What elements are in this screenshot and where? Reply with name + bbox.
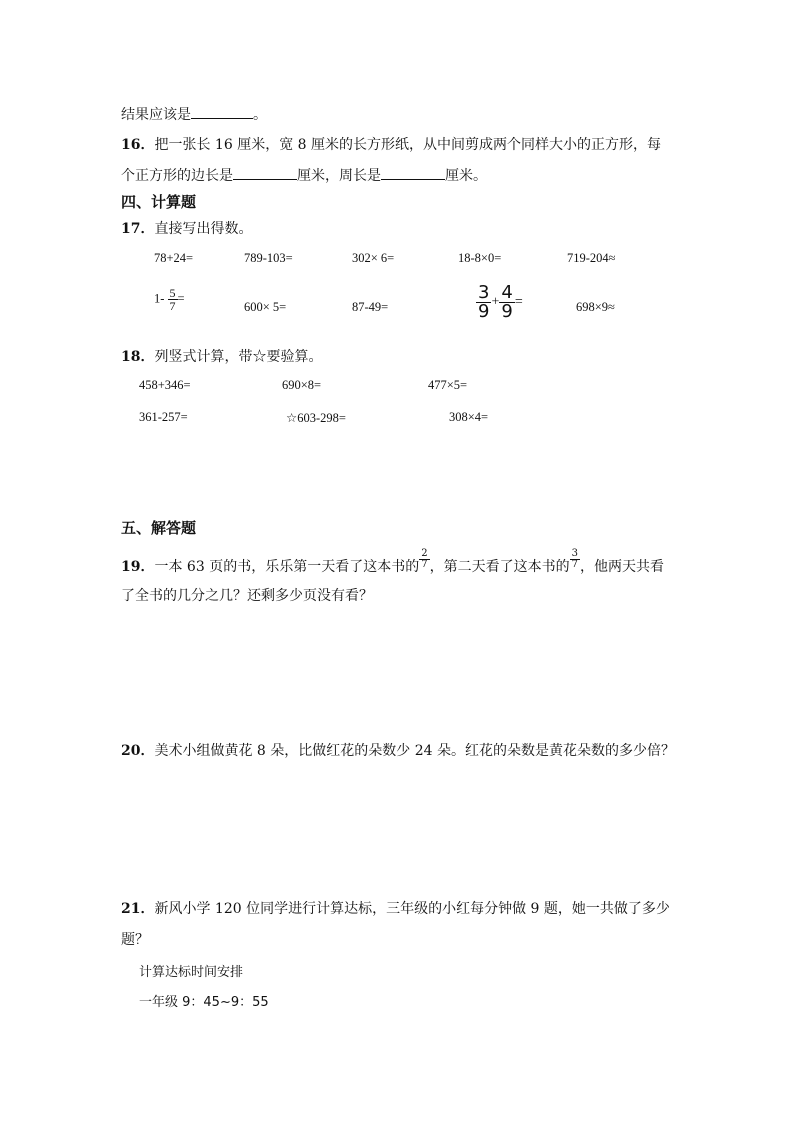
question-16-number: 16． — [121, 137, 155, 153]
perimeter-blank[interactable] — [381, 165, 445, 180]
section-5-heading: 五、解答题 — [121, 519, 197, 537]
answer-line — [121, 104, 267, 124]
fraction-denominator: 7 — [571, 559, 578, 570]
answer-suffix: 。 — [253, 107, 267, 123]
question-16-text: 把一张长 16 厘米，宽 8 厘米的长方形纸，从中间剪成两个同样大小的正方形，每 — [154, 137, 662, 153]
answer-blank[interactable] — [191, 104, 253, 119]
fraction-numerator: 3 — [571, 548, 578, 559]
question-17 — [121, 218, 252, 238]
question-18-text: 列竖式计算，带☆要验算。 — [154, 349, 323, 365]
question-21-line2: 题？ — [121, 932, 149, 948]
schedule-title: 计算达标时间安排 — [139, 965, 244, 980]
calc-17-6-suffix: = — [177, 291, 185, 306]
fraction-numerator: 4 — [501, 282, 513, 303]
fraction-denominator: 9 — [478, 301, 490, 322]
question-19-text-a: 一本 63 页的书，乐乐第一天看了这本书的 — [154, 559, 420, 575]
answer-prefix: 结果应该是 — [121, 107, 191, 123]
calc-17-9 — [476, 284, 523, 321]
fraction-denominator: 9 — [501, 301, 513, 322]
fraction-numerator: 3 — [478, 282, 490, 303]
calc-17-5: 719-204≈ — [567, 251, 616, 265]
calc-17-10: 698×9≈ — [576, 300, 615, 314]
fraction-3-7 — [570, 549, 580, 570]
question-16-line2 — [121, 165, 487, 185]
question-19-line2: 了全书的几分之几？还剩多少页没有看？ — [121, 588, 373, 604]
calc-17-1: 78+24= — [154, 251, 194, 265]
side-length-blank[interactable] — [233, 165, 297, 180]
section-4-heading: 四、计算题 — [121, 193, 197, 211]
question-21-line1 — [121, 898, 670, 918]
calc-17-6 — [154, 287, 185, 312]
question-19-line1 — [121, 549, 664, 576]
q16-mid-label: 厘米，周长是 — [297, 168, 381, 184]
calc-17-2: 789-103= — [244, 251, 293, 265]
calc-17-6-prefix: 1- — [154, 291, 165, 306]
question-20-text: 美术小组做黄花 8 朵，比做红花的朵数少 24 朵。红花的朵数是黄花朵数的多少倍？ — [154, 743, 676, 759]
fraction-numerator: 5 — [169, 286, 176, 300]
question-19-text-c: ，他两天共看 — [579, 559, 664, 575]
fraction-denominator: 7 — [421, 559, 428, 570]
calc-18-5: ☆603-298= — [286, 411, 346, 425]
question-18-number: 18． — [121, 349, 155, 365]
equals-sign: = — [514, 294, 523, 310]
calc-17-8: 87-49= — [352, 300, 389, 314]
calc-17-7: 600× 5= — [244, 300, 287, 314]
question-20 — [121, 740, 675, 760]
fraction-5-7 — [168, 287, 178, 312]
question-17-text: 直接写出得数。 — [154, 221, 253, 237]
calc-18-1: 458+346= — [139, 378, 191, 392]
q16-side-label: 个正方形的边长是 — [121, 168, 233, 184]
fraction-4-9 — [499, 284, 514, 321]
question-19-number: 19． — [121, 559, 155, 575]
calc-18-3: 477×5= — [428, 378, 468, 392]
question-17-number: 17． — [121, 221, 155, 237]
question-21-number: 21． — [121, 901, 155, 917]
calc-17-3: 302× 6= — [352, 251, 395, 265]
question-16-line1 — [121, 134, 661, 154]
calc-18-6: 308×4= — [449, 410, 489, 424]
plus-sign: + — [491, 294, 500, 310]
fraction-2-7 — [419, 549, 429, 570]
question-21-text: 新风小学 120 位同学进行计算达标，三年级的小红每分钟做 9 题，她一共做了多少 — [154, 901, 670, 917]
question-19-text-b: ，第二天看了这本书的 — [429, 559, 570, 575]
calc-17-4: 18-8×0= — [458, 251, 502, 265]
schedule-item: 一年级 9：45~9：55 — [139, 995, 269, 1010]
calc-18-4: 361-257= — [139, 410, 188, 424]
fraction-numerator: 2 — [421, 548, 428, 559]
q16-suffix: 厘米。 — [445, 168, 487, 184]
calc-18-2: 690×8= — [282, 378, 322, 392]
question-18 — [121, 346, 322, 366]
fraction-3-9 — [476, 284, 491, 321]
question-20-number: 20． — [121, 743, 155, 759]
fraction-denominator: 7 — [169, 299, 176, 313]
